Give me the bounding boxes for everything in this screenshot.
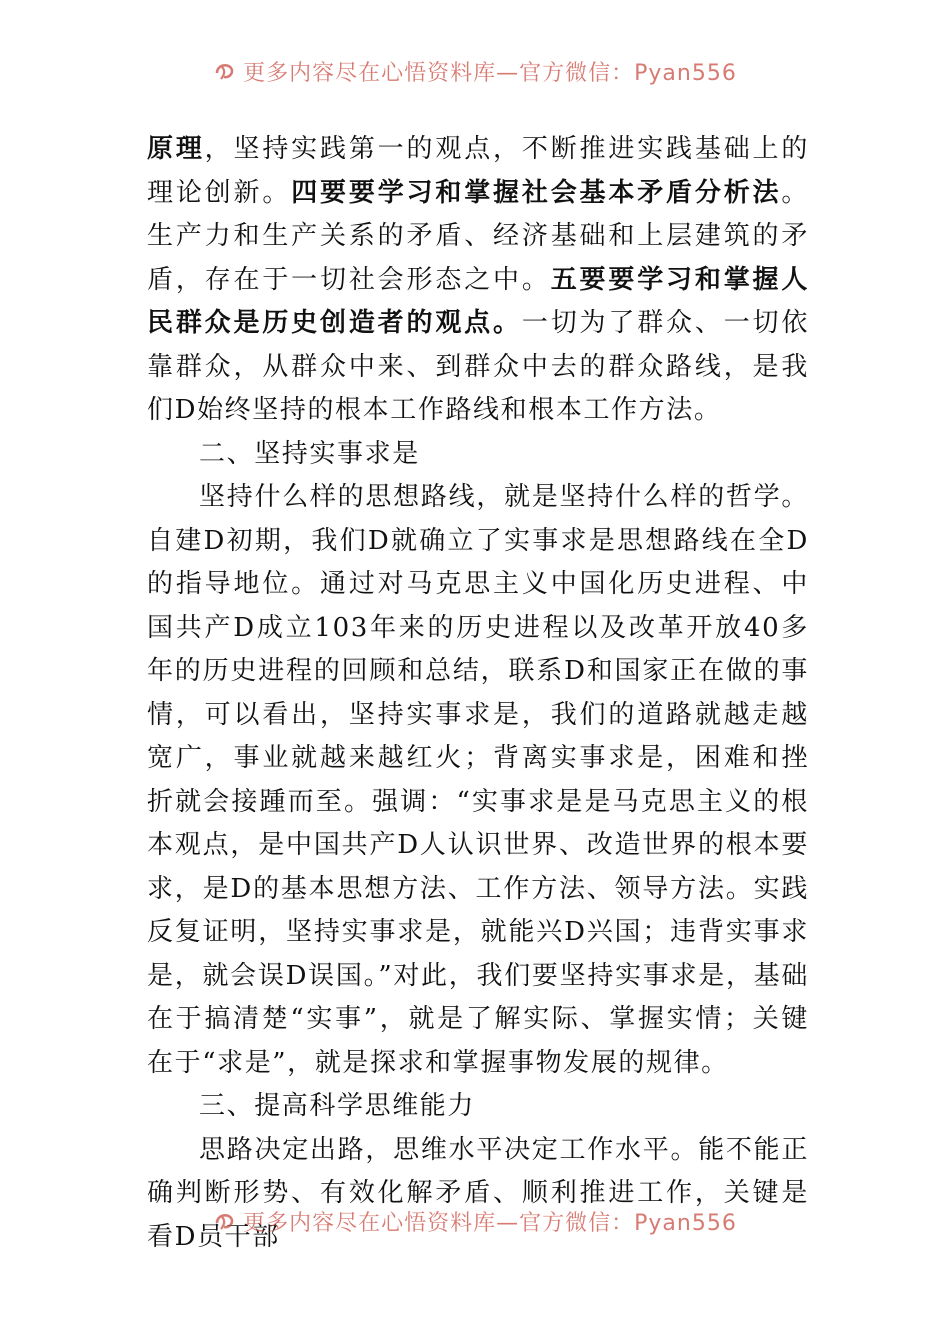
text-run-bold: 四要要学习和掌握社会基本矛盾分析法 bbox=[291, 177, 782, 208]
heading-text: 三、提高科学思维能力 bbox=[199, 1091, 476, 1121]
text-run: 。生产力和生产关系的矛盾、经济基础和上层建筑的矛盾，存在于一切社会形态之中。 bbox=[147, 177, 809, 295]
watermark-text: 更多内容尽在心悟资料库—官方微信：Pyan556 bbox=[243, 60, 737, 86]
section-heading-3 bbox=[147, 1085, 809, 1129]
watermark-text: 更多内容尽在心悟资料库—官方微信：Pyan556 bbox=[243, 1210, 737, 1236]
text-run: 坚持什么样的思想路线，就是坚持什么样的哲学。自建D初期，我们D就确立了实事求是思想路线在全D的指导地位。通过对马克思主义中国化历史进程、中国共产D成立103年来的历史进程以及改革开放40多年的历史进程的回顾和总结，联系D和国家正在做的事情，可以看出，坚持实事求是，我们的道路就越走越宽广，事业就越来越红火；背离实事求是，困难和挫折就会接踵而至。强调：“实事求是是马克思主义的根本观点，是中国共产D人认识世界、改造世界的根本要求，是D的基本思想方法、工作方法、领导方法。实践反复证明，坚持实事求是，就能兴D兴国；违背实事求是，就会误D误国。”对此，我们要坚持实事求是，基础在于搞清楚“实事”，就是了解实际、掌握实情；关键在于“求是”，就是探求和掌握事物发展的规律。 bbox=[147, 482, 809, 1078]
paragraph-scientific-thinking bbox=[147, 1129, 809, 1260]
text-run: ，坚持实践第一的观点，不断推进实践基础上的理论创新。 bbox=[147, 134, 809, 208]
watermark-header bbox=[0, 56, 950, 86]
section-heading-2 bbox=[147, 433, 809, 477]
text-run: 原理 bbox=[147, 134, 205, 164]
paragraph-seek-truth bbox=[147, 476, 809, 1085]
text-run: 思路决定出路，思维水平决定工作水平。能不能正确判断形势、有效化解矛盾、顺利推进工作，关键是看D员干部 bbox=[147, 1134, 809, 1252]
text-run-bold: 五要要学习和掌握人民群众是历史创造者的观点。 bbox=[147, 264, 809, 338]
heading-text: 二、坚持实事求是 bbox=[199, 438, 420, 469]
brand-logo-icon bbox=[213, 59, 237, 83]
document-body bbox=[147, 128, 809, 1259]
paragraph-principles bbox=[147, 128, 809, 433]
text-run: 一切为了群众、一切依靠群众，从群众中来、到群众中去的群众路线，是我们D始终坚持的根本工作路线和根本工作方法。 bbox=[147, 308, 809, 425]
watermark-footer bbox=[0, 1206, 950, 1236]
brand-logo-icon bbox=[213, 1209, 237, 1233]
